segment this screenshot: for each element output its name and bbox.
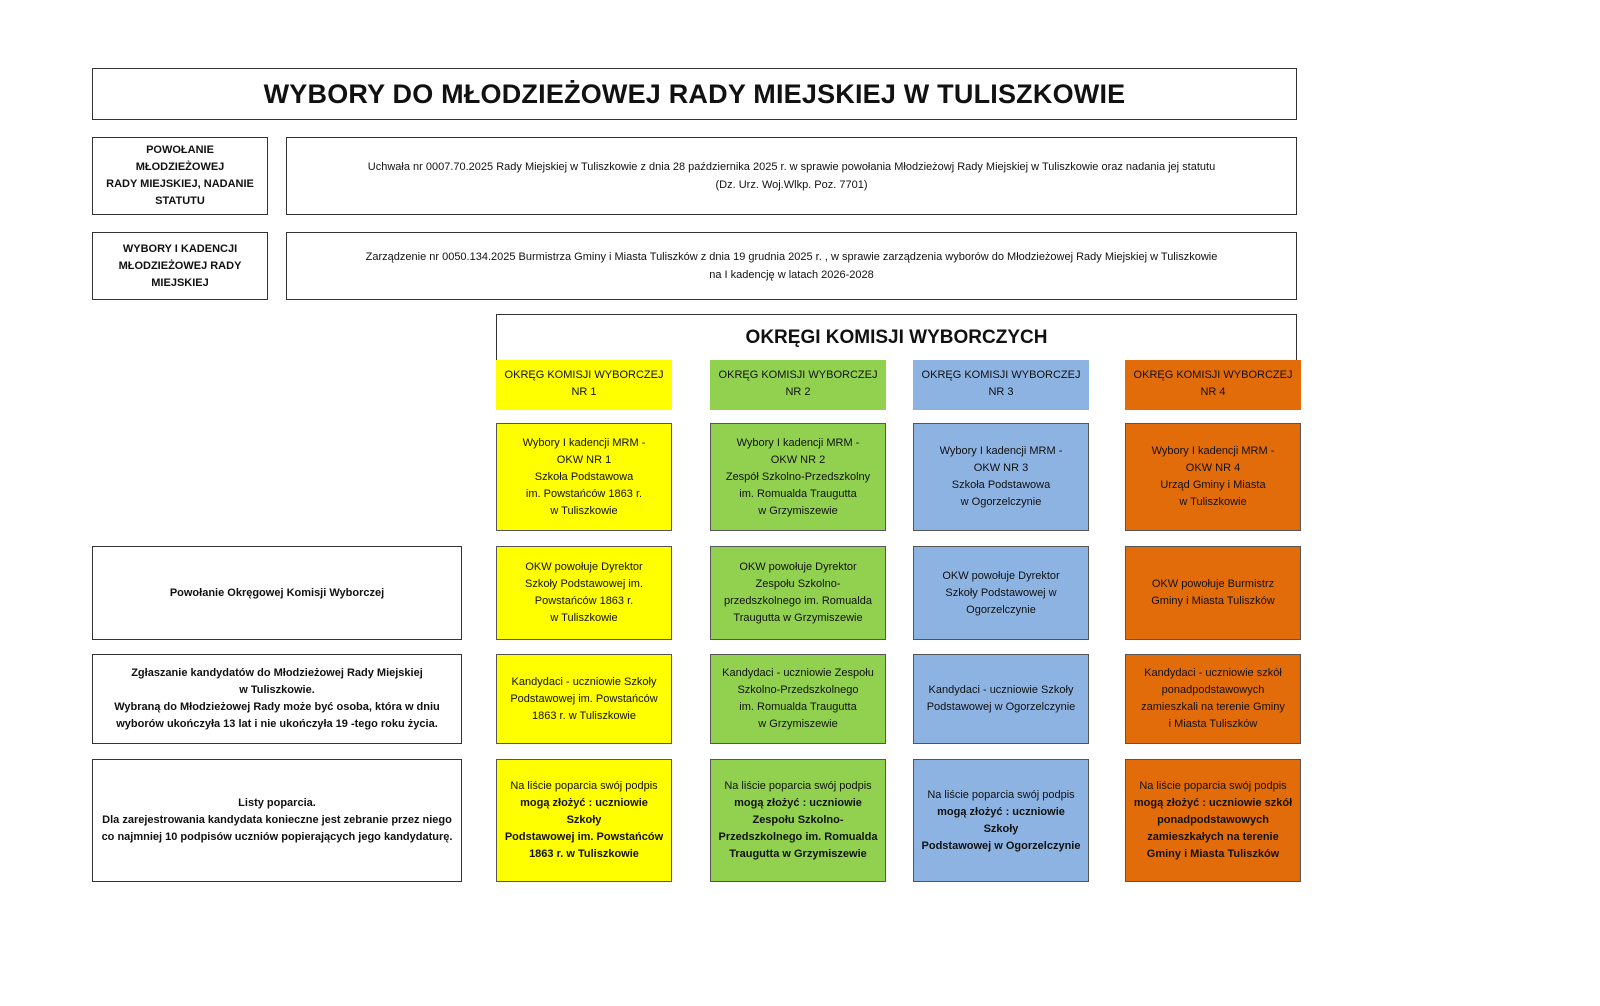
header-line: OKRĘG KOMISJI WYBORCZEJ xyxy=(1133,369,1293,381)
label-line: RADY MIEJSKIEJ, NADANIE xyxy=(106,178,254,190)
district-3-header xyxy=(913,360,1089,410)
cell-line: Przedszkolnego im. Romualda xyxy=(718,831,878,843)
cell-line: mogą złożyć : uczniowie xyxy=(734,797,862,809)
district-1-candidates xyxy=(496,654,672,744)
cell-line: Traugutta w Grzymiszewie xyxy=(729,848,867,860)
cell-line: w Tuliszkowie xyxy=(550,612,618,624)
label-line: Dla zarejestrowania kandydata konieczne jest zebranie przez niego xyxy=(102,814,452,826)
text-line: (Dz. Urz. Woj.Wlkp. Poz. 7701) xyxy=(715,179,868,191)
cell-line: Ogorzelczynie xyxy=(966,603,1036,616)
districts-title-box xyxy=(496,314,1297,360)
label-line: Zgłaszanie kandydatów do Młodzieżowej Rady Miejskiej xyxy=(131,667,423,679)
cell-line: Szkoły Podstawowej im. xyxy=(525,578,643,590)
header-line: NR 3 xyxy=(988,386,1014,398)
district-2-school xyxy=(710,423,886,531)
district-1-header xyxy=(496,360,672,410)
header-line: NR 2 xyxy=(785,386,811,398)
cell-line: OKW powołuje Dyrektor xyxy=(942,569,1060,582)
cell-line: w Tuliszkowie xyxy=(1179,496,1247,508)
info-label-statute xyxy=(92,137,268,215)
cell-line: im. Powstańców 1863 r. xyxy=(525,487,643,500)
text-line: na I kadencję w latach 2026-2028 xyxy=(709,269,874,281)
cell-line: Zespołu Szkolno- xyxy=(752,814,844,826)
cell-line: Kandydaci - uczniowie Szkoły xyxy=(511,675,657,688)
districts-title: OKRĘGI KOMISJI WYBORCZYCH xyxy=(745,326,1048,348)
cell-line: Kandydaci - uczniowie Zespołu xyxy=(722,667,874,679)
district-1-school xyxy=(496,423,672,531)
cell-line: OKW NR 1 xyxy=(556,453,612,466)
district-2-appointment xyxy=(710,546,886,640)
district-1-appointment xyxy=(496,546,672,640)
district-3-school xyxy=(913,423,1089,531)
cell-line: Kandydaci - uczniowie Szkoły xyxy=(928,684,1074,696)
cell-line: Wybory I kadencji MRM - xyxy=(1151,445,1275,457)
cell-line: Szkoła Podstawowa xyxy=(534,470,634,483)
label-line: co najmniej 10 podpisów uczniów popierających jego kandydaturę. xyxy=(101,831,453,843)
cell-line: Na liście poparcia swój podpis xyxy=(927,788,1075,801)
cell-line: Wybory I kadencji MRM - xyxy=(939,445,1063,457)
label-line: MIEJSKIEJ xyxy=(151,276,209,289)
header-line: OKRĘG KOMISJI WYBORCZEJ xyxy=(504,369,664,381)
cell-line: im. Romualda Traugutta xyxy=(739,701,857,713)
cell-line: Traugutta w Grzymiszewie xyxy=(733,612,863,624)
cell-line: Podstawowej im. Powstańców xyxy=(504,831,664,843)
cell-line: Gminy i Miasta Tuliszków xyxy=(1146,848,1280,860)
cell-line: Zespół Szkolno-Przedszkolny xyxy=(725,470,871,483)
cell-line: Szkoły Podstawowej w xyxy=(945,586,1057,599)
cell-line: Podstawowej im. Powstańców xyxy=(510,692,658,705)
cell-line: 1863 r. w Tuliszkowie xyxy=(529,848,639,860)
cell-line: Szkoła Podstawowa xyxy=(951,479,1051,491)
cell-line: w Grzymiszewie xyxy=(758,718,838,730)
cell-line: mogą złożyć : uczniowie Szkoły xyxy=(937,805,1065,835)
cell-line: w Tuliszkowie xyxy=(550,504,618,517)
info-text-resolution xyxy=(286,137,1297,215)
label-line: WYBORY I KADENCJI xyxy=(122,242,238,255)
cell-line: OKW NR 4 xyxy=(1185,462,1241,474)
cell-line: ponadpodstawowych xyxy=(1157,814,1269,826)
cell-line: Wybory I kadencji MRM - xyxy=(736,436,860,449)
label-line: POWOŁANIE MŁODZIEŻOWEJ xyxy=(135,144,225,173)
text-line: Uchwała nr 0007.70.2025 Rady Miejskiej w Tuliszkowie z dnia 28 października 2025 r. w sprawie powołania Młodzieżowj Rady Miejskiej w Tuliszkowie oraz nadania jej statutu xyxy=(367,161,1216,173)
label-line: STATUTU xyxy=(155,195,205,207)
district-4-appointment xyxy=(1125,546,1301,640)
text-line: Zarządzenie nr 0050.134.2025 Burmistrza Gminy i Miasta Tuliszków z dnia 19 grudnia 2025 r. , w sprawie zarządzenia wyborów do Młodzieżowej Rady Miejskiej w Tuliszkowie xyxy=(365,251,1218,263)
label-line: Powołanie Okręgowej Komisji Wyborczej xyxy=(169,586,385,599)
cell-line: mogą złożyć : uczniowie Szkoły xyxy=(520,797,648,826)
cell-line: OKW NR 2 xyxy=(770,453,826,466)
row-label-candidates xyxy=(92,654,462,744)
main-title-box xyxy=(92,68,1297,120)
cell-line: Kandydaci - uczniowie szkół xyxy=(1144,667,1282,679)
cell-line: ponadpodstawowych xyxy=(1161,684,1265,696)
row-label-appointment xyxy=(92,546,462,640)
header-line: NR 1 xyxy=(571,386,597,398)
district-3-support xyxy=(913,759,1089,882)
row-label-support-lists xyxy=(92,759,462,882)
cell-line: przedszkolnego im. Romualda xyxy=(724,595,872,607)
cell-line: zamieszkałych na terenie xyxy=(1147,831,1279,843)
cell-line: Wybory I kadencji MRM - xyxy=(522,436,646,449)
district-2-candidates xyxy=(710,654,886,744)
header-line: NR 4 xyxy=(1200,386,1226,398)
cell-line: zamieszkali na terenie Gminy xyxy=(1141,701,1285,713)
district-1-support xyxy=(496,759,672,882)
district-2-header xyxy=(710,360,886,410)
cell-line: im. Romualda Traugutta xyxy=(739,487,857,500)
label-line: MŁODZIEŻOWEJ RADY xyxy=(118,259,242,272)
cell-line: OKW NR 3 xyxy=(973,462,1029,474)
cell-line: Podstawowej w Ogorzelczynie xyxy=(921,839,1081,852)
cell-line: w Ogorzelczynie xyxy=(960,496,1042,508)
cell-line: w Grzymiszewie xyxy=(758,504,838,517)
header-line: OKRĘG KOMISJI WYBORCZEJ xyxy=(921,369,1081,381)
cell-line: Na liście poparcia swój podpis xyxy=(724,780,872,792)
cell-line: Zespołu Szkolno- xyxy=(755,578,841,590)
district-3-appointment xyxy=(913,546,1089,640)
info-text-ordinance xyxy=(286,232,1297,300)
cell-line: mogą złożyć : uczniowie szkół xyxy=(1133,797,1293,809)
district-3-candidates xyxy=(913,654,1089,744)
cell-line: Urząd Gminy i Miasta xyxy=(1160,479,1266,491)
district-4-support xyxy=(1125,759,1301,882)
main-title: WYBORY DO MŁODZIEŻOWEJ RADY MIEJSKIEJ W TULISZKOWIE xyxy=(263,78,1126,109)
cell-line: Na liście poparcia swój podpis xyxy=(1139,780,1287,792)
header-line: OKRĘG KOMISJI WYBORCZEJ xyxy=(718,369,878,381)
district-4-candidates xyxy=(1125,654,1301,744)
cell-line: Na liście poparcia swój podpis xyxy=(510,780,658,792)
cell-line: Powstańców 1863 r. xyxy=(534,595,634,607)
district-4-header xyxy=(1125,360,1301,410)
district-4-school xyxy=(1125,423,1301,531)
label-line: Wybraną do Młodzieżowej Rady może być osoba, która w dniu xyxy=(114,701,440,713)
label-line: wyborów ukończyła 13 lat i nie ukończyła 19 -tego roku życia. xyxy=(116,718,438,730)
label-line: Listy poparcia. xyxy=(238,797,316,809)
cell-line: 1863 r. w Tuliszkowie xyxy=(532,709,636,722)
cell-line: OKW powołuje Dyrektor xyxy=(739,561,857,573)
cell-line: i Miasta Tuliszków xyxy=(1168,718,1258,730)
cell-line: Gminy i Miasta Tuliszków xyxy=(1151,595,1275,607)
cell-line: OKW powołuje Dyrektor xyxy=(525,561,643,573)
cell-line: OKW powołuje Burmistrz xyxy=(1151,578,1275,590)
district-2-support xyxy=(710,759,886,882)
info-label-elections xyxy=(92,232,268,300)
label-line: w Tuliszkowie. xyxy=(239,684,315,696)
cell-line: Podstawowej w Ogorzelczynie xyxy=(926,701,1076,713)
cell-line: Szkolno-Przedszkolnego xyxy=(737,684,859,696)
